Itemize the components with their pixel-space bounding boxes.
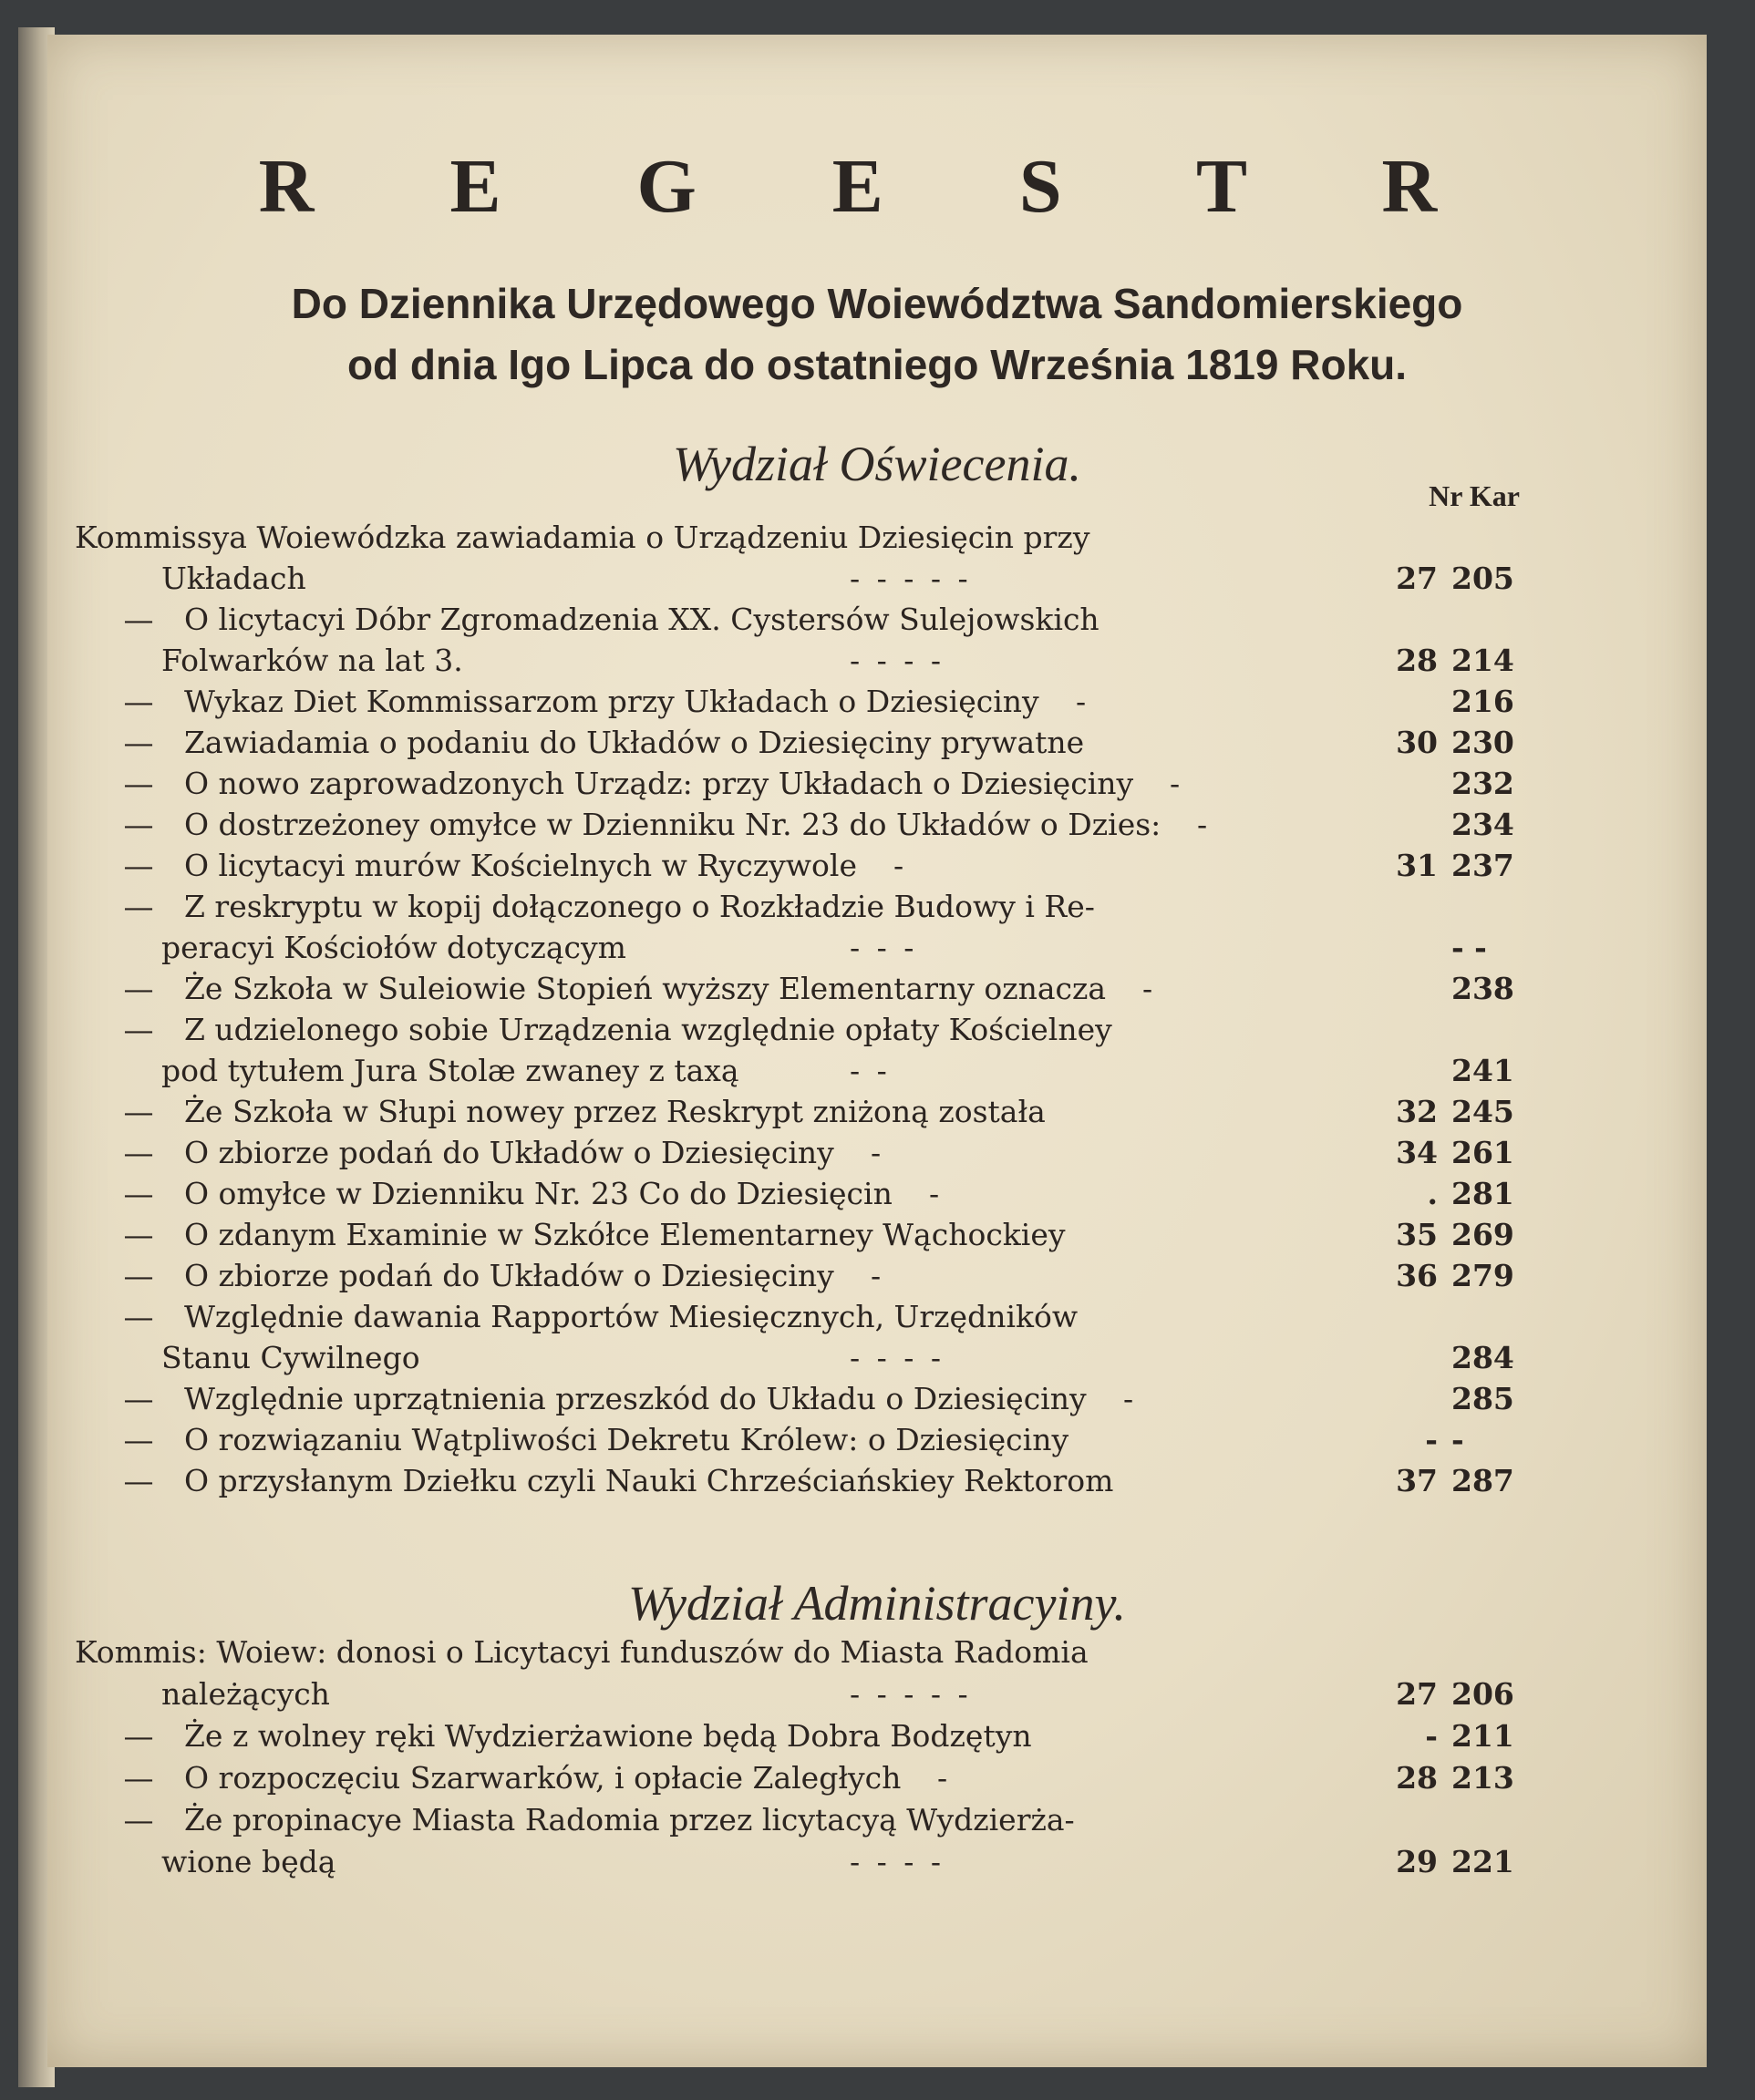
entry-text: Z reskryptu w kopij dołączonego o Rozkładzie Budowy i Re- — [184, 889, 1095, 924]
entry-number: 35 — [1396, 1217, 1438, 1252]
entry-page: 261 — [1451, 1135, 1514, 1170]
register-entry — [47, 1674, 1707, 1714]
entry-text: O zbiorze podań do Układów o Dziesięciny — [184, 1135, 834, 1170]
register-entry — [47, 1800, 1707, 1840]
ditto-dash: — — [123, 1094, 154, 1129]
column-header-nr-kar: Nr Kar — [1429, 479, 1520, 512]
entry-page: 232 — [1451, 766, 1514, 801]
leader-dashes: - - - - — [850, 1844, 945, 1879]
entry-text: O zdanym Examinie w Szkółce Elementarney Wąchockiey — [184, 1217, 1066, 1252]
entry-text: Układach — [161, 561, 306, 596]
register-entry — [47, 1256, 1707, 1296]
register-entry — [47, 1092, 1707, 1132]
leader-dashes: - — [871, 1135, 885, 1170]
entry-page: 238 — [1451, 971, 1514, 1006]
ditto-dash: — — [123, 684, 154, 719]
entry-page: - - — [1451, 930, 1487, 965]
entry-text: Że Szkoła w Słupi nowey przez Reskrypt zniżoną została — [184, 1094, 1046, 1129]
ditto-dash: — — [123, 1463, 154, 1498]
entry-number: 37 — [1396, 1463, 1438, 1498]
entry-number: 28 — [1396, 1760, 1438, 1796]
entry-text: Że Szkoła w Suleiowie Stopień wyższy Elementarny oznacza — [184, 971, 1107, 1006]
entry-text: Względnie uprzątnienia przeszkód do Układu o Dziesięciny — [184, 1381, 1087, 1416]
register-entry — [47, 600, 1707, 640]
leader-dashes: - — [1076, 684, 1090, 719]
entry-text: Że propinacye Miasta Radomia przez licytacyą Wydzierża- — [184, 1802, 1075, 1838]
subtitle-line-1: Do Dziennika Urzędowego Woiewództwa Sandomierskiego — [291, 280, 1463, 327]
register-entry — [47, 764, 1707, 804]
register-entry — [47, 1461, 1707, 1501]
ditto-dash: — — [123, 1135, 154, 1170]
leader-dashes: - - - - - — [850, 1676, 972, 1712]
entry-number: 32 — [1396, 1094, 1438, 1129]
section-title-oswiecenia: Wydział Oświecenia. — [673, 437, 1081, 491]
leader-dashes: - — [1123, 1381, 1138, 1416]
entry-page: 245 — [1451, 1094, 1514, 1129]
register-entry — [47, 1174, 1707, 1214]
subtitle-line-2: od dnia Igo Lipca do ostatniego Września 1819 Roku. — [346, 341, 1408, 388]
ditto-dash: — — [123, 807, 154, 842]
entry-page: 237 — [1451, 848, 1514, 883]
entry-page: 287 — [1451, 1463, 1514, 1498]
register-entry — [47, 805, 1707, 845]
section-title-administracyiny: Wydział Administracyiny. — [628, 1576, 1126, 1631]
entry-page: 269 — [1451, 1217, 1514, 1252]
entry-number: . — [1427, 1176, 1438, 1211]
ditto-dash: — — [123, 971, 154, 1006]
ditto-dash: — — [123, 1381, 154, 1416]
entry-number: 31 — [1396, 848, 1438, 883]
leader-dashes: - — [893, 848, 908, 883]
ditto-dash: — — [123, 1422, 154, 1457]
ditto-dash: — — [123, 889, 154, 924]
register-entry — [47, 1010, 1707, 1050]
entry-page: 241 — [1451, 1053, 1514, 1088]
register-entry — [47, 559, 1707, 599]
ditto-dash: — — [123, 1718, 154, 1754]
ditto-dash: — — [123, 766, 154, 801]
entry-number: 27 — [1396, 561, 1438, 596]
entry-page: 214 — [1451, 643, 1514, 678]
entry-text: O licytacyi murów Kościelnych w Ryczywole — [184, 848, 857, 883]
entry-text: O omyłce w Dzienniku Nr. 23 Co do Dziesięcin — [184, 1176, 893, 1211]
ditto-dash: — — [123, 725, 154, 760]
register-entry — [47, 1842, 1707, 1882]
entry-text: Folwarków na lat 3. — [161, 643, 463, 678]
ditto-dash: — — [123, 1802, 154, 1838]
register-entry — [47, 1632, 1707, 1673]
leader-dashes: - - - — [850, 930, 918, 965]
entry-page: 285 — [1451, 1381, 1514, 1416]
register-entry — [47, 1420, 1707, 1460]
register-entry — [47, 1338, 1707, 1378]
entry-number: 27 — [1396, 1676, 1438, 1712]
entry-number: 30 — [1396, 725, 1438, 760]
entry-page: - — [1451, 1422, 1464, 1457]
leader-dashes: - — [871, 1258, 885, 1293]
register-entry — [47, 969, 1707, 1009]
ditto-dash: — — [123, 848, 154, 883]
ditto-dash: — — [123, 1760, 154, 1796]
register-entry — [47, 1297, 1707, 1337]
ditto-dash: — — [123, 1217, 154, 1252]
entry-page: 230 — [1451, 725, 1514, 760]
entry-text: O rozpoczęciu Szarwarków, i opłacie Zaległych — [184, 1760, 902, 1796]
page-title: R E G E S T R — [258, 144, 1496, 229]
entry-number: - — [1425, 1422, 1438, 1457]
entry-number: 36 — [1396, 1258, 1438, 1293]
register-entry — [47, 1133, 1707, 1173]
register-entry — [47, 928, 1707, 968]
entry-text: Zawiadamia o podaniu do Układów o Dziesięciny prywatne — [184, 725, 1085, 760]
register-entry — [47, 1716, 1707, 1756]
entry-text: O rozwiązaniu Wątpliwości Dekretu Królew: o Dziesięciny — [184, 1422, 1069, 1457]
entry-text: wione będą — [161, 1844, 336, 1879]
entry-text: Kommissya Woiewódzka zawiadamia o Urządzeniu Dziesięcin przy — [75, 520, 1090, 555]
leader-dashes: - - - - — [850, 643, 945, 678]
ditto-dash: — — [123, 1258, 154, 1293]
entry-page: 216 — [1451, 684, 1514, 719]
entry-page: 206 — [1451, 1676, 1514, 1712]
leader-dashes: - — [1142, 971, 1157, 1006]
entry-number: 34 — [1396, 1135, 1438, 1170]
register-entry — [47, 1379, 1707, 1419]
entry-text: pod tytułem Jura Stolæ zwaney z taxą — [161, 1053, 739, 1088]
register-entry — [47, 1215, 1707, 1255]
register-entry — [47, 1051, 1707, 1091]
entry-page: 205 — [1451, 561, 1514, 596]
entry-page: 279 — [1451, 1258, 1514, 1293]
entry-page: 281 — [1451, 1176, 1514, 1211]
register-entry — [47, 1758, 1707, 1798]
entry-page: 234 — [1451, 807, 1514, 842]
leader-dashes: - - - - - — [850, 561, 972, 596]
leader-dashes: - - — [850, 1053, 891, 1088]
entry-text: Z udzielonego sobie Urządzenia względnie opłaty Kościelney — [184, 1012, 1112, 1047]
register-entry — [47, 682, 1707, 722]
register-entry — [47, 518, 1707, 558]
entry-number: 28 — [1396, 643, 1438, 678]
entry-text: Względnie dawania Rapportów Miesięcznych, Urzędników — [184, 1299, 1079, 1334]
leader-dashes: - - - - — [850, 1340, 945, 1375]
ditto-dash: — — [123, 1299, 154, 1334]
entry-text: O przysłanym Dziełku czyli Nauki Chrześciańskiey Rektorom — [184, 1463, 1114, 1498]
entry-text: Kommis: Woiew: donosi o Licytacyi funduszów do Miasta Radomia — [75, 1634, 1089, 1670]
register-entry — [47, 723, 1707, 763]
register-entry — [47, 846, 1707, 886]
entry-text: O licytacyi Dóbr Zgromadzenia XX. Cystersów Sulejowskich — [184, 602, 1099, 637]
entry-number: - — [1425, 1718, 1438, 1754]
ditto-dash: — — [123, 1176, 154, 1211]
register-entry — [47, 641, 1707, 681]
register-entry — [47, 887, 1707, 927]
entry-page: 211 — [1451, 1718, 1514, 1754]
document-page — [47, 35, 1707, 2067]
leader-dashes: - — [937, 1760, 952, 1796]
entry-text: O dostrzeżoney omyłce w Dzienniku Nr. 23 do Układów o Dzies: — [184, 807, 1161, 842]
entry-page: 284 — [1451, 1340, 1514, 1375]
entry-page: 213 — [1451, 1760, 1514, 1796]
entry-text: Że z wolney ręki Wydzierżawione będą Dobra Bodzętyn — [184, 1718, 1032, 1754]
entry-text: należących — [161, 1676, 330, 1712]
leader-dashes: - — [1170, 766, 1184, 801]
entry-text: Stanu Cywilnego — [161, 1340, 420, 1375]
entry-text: Wykaz Diet Kommissarzom przy Układach o Dziesięciny — [184, 684, 1039, 719]
leader-dashes: - — [929, 1176, 944, 1211]
entry-number: 29 — [1396, 1844, 1438, 1879]
leader-dashes: - — [1197, 807, 1212, 842]
entry-page: 221 — [1451, 1844, 1514, 1879]
ditto-dash: — — [123, 1012, 154, 1047]
entry-text: peracyi Kościołów dotyczącym — [161, 930, 626, 965]
ditto-dash: — — [123, 602, 154, 637]
entry-text: O zbiorze podań do Układów o Dziesięciny — [184, 1258, 834, 1293]
entry-text: O nowo zaprowadzonych Urządz: przy Układach o Dziesięciny — [184, 766, 1134, 801]
